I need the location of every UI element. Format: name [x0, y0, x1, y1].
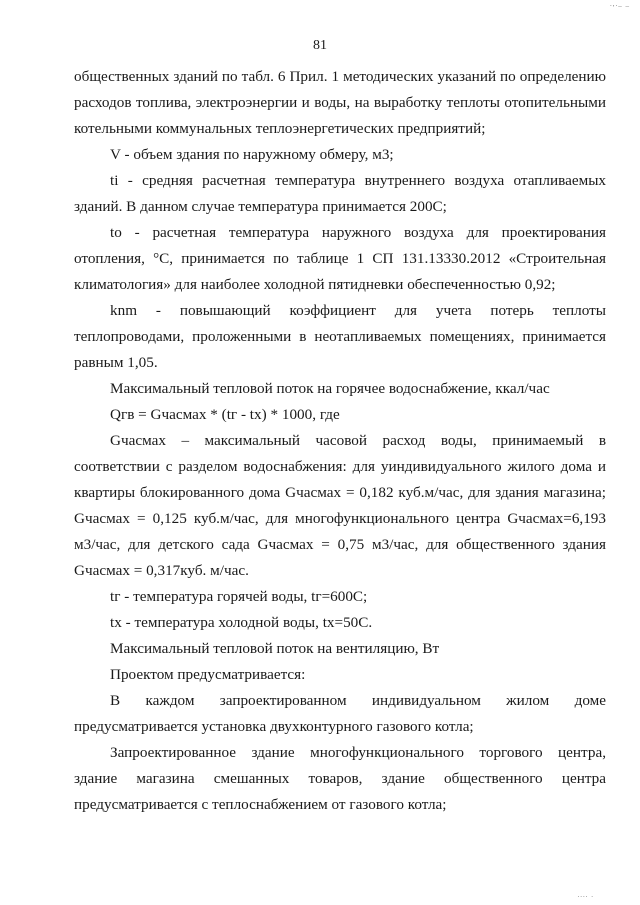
paragraph-cold-water-temperature: tх - температура холодной воды, tх=50С.: [110, 614, 373, 631]
paragraph-max-hourly-consumption: Gчасмах – максимальный часовой расход воды, принимаемый в соответствии с разделом водоснабжения: для уиндивидуального жилого дома и квартиры блокированного дома Gчасмах = 0,182 куб.м/час, для здания магазина; Gчасмах = 0,125 куб.м/час, для многофункционального центра Gчасмах=6,193 м3/час, для детского сада Gчасмах = 0,75 м3/час, для общественного здания Gчасмах = 0,317куб. м/час.: [74, 432, 606, 579]
paragraph-gas-boiler-houses: В каждом запроектированном индивидуальном жилом доме предусматривается установка двухконтурного газового котла;: [74, 692, 606, 735]
paragraph-indoor-temperature: ti - средняя расчетная температура внутреннего воздуха отапливаемых зданий. В данном случае температура принимается 200С;: [74, 172, 606, 215]
document-body: [74, 64, 606, 818]
paragraph-building-table-reference: общественных зданий по табл. 6 Прил. 1 методических указаний по определению расходов топлива, электроэнергии и воды, на выработку теплоты отопительными котельными коммунальных теплоэнергетических предприятий;: [74, 68, 606, 137]
page-number: 81: [313, 38, 327, 53]
paragraph-hot-water-temperature: tг - температура горячей воды, tг=600С;: [110, 588, 368, 605]
paragraph-heat-loss-coefficient: knm - повышающий коэффициент для учета потерь теплоты теплопроводами, проложенными в неотапливаемых помещениях, принимается равным 1,05.: [74, 302, 606, 371]
top-corner-mark: .,._ _: [610, 0, 630, 8]
paragraph-volume-definition: V - объем здания по наружному обмеру, м3;: [110, 146, 394, 163]
paragraph-hot-water-heat-flow: Максимальный тепловой поток на горячее водоснабжение, ккал/час: [110, 380, 550, 397]
paragraph-gas-boiler-public-buildings: Запроектированное здание многофункционального торгового центра, здание магазина смешанных товаров, здание общественного центра предусматривается с теплоснабжением от газового котла;: [74, 744, 606, 813]
paragraph-hot-water-formula: Qгв = Gчасмах * (tг - tх) * 1000, где: [110, 406, 340, 423]
paragraph-project-provides: Проектом предусматривается:: [110, 666, 306, 683]
bottom-corner-mark: .... .: [577, 891, 594, 899]
paragraph-outdoor-temperature: to - расчетная температура наружного воздуха для проектирования отопления, °С, принимается по таблице 1 СП 131.13330.2012 «Строительная климатология» для наиболее холодной пятидневки обеспеченностью 0,92;: [74, 224, 606, 293]
paragraph-ventilation-heat-flow: Максимальный тепловой поток на вентиляцию, Вт: [110, 640, 440, 657]
